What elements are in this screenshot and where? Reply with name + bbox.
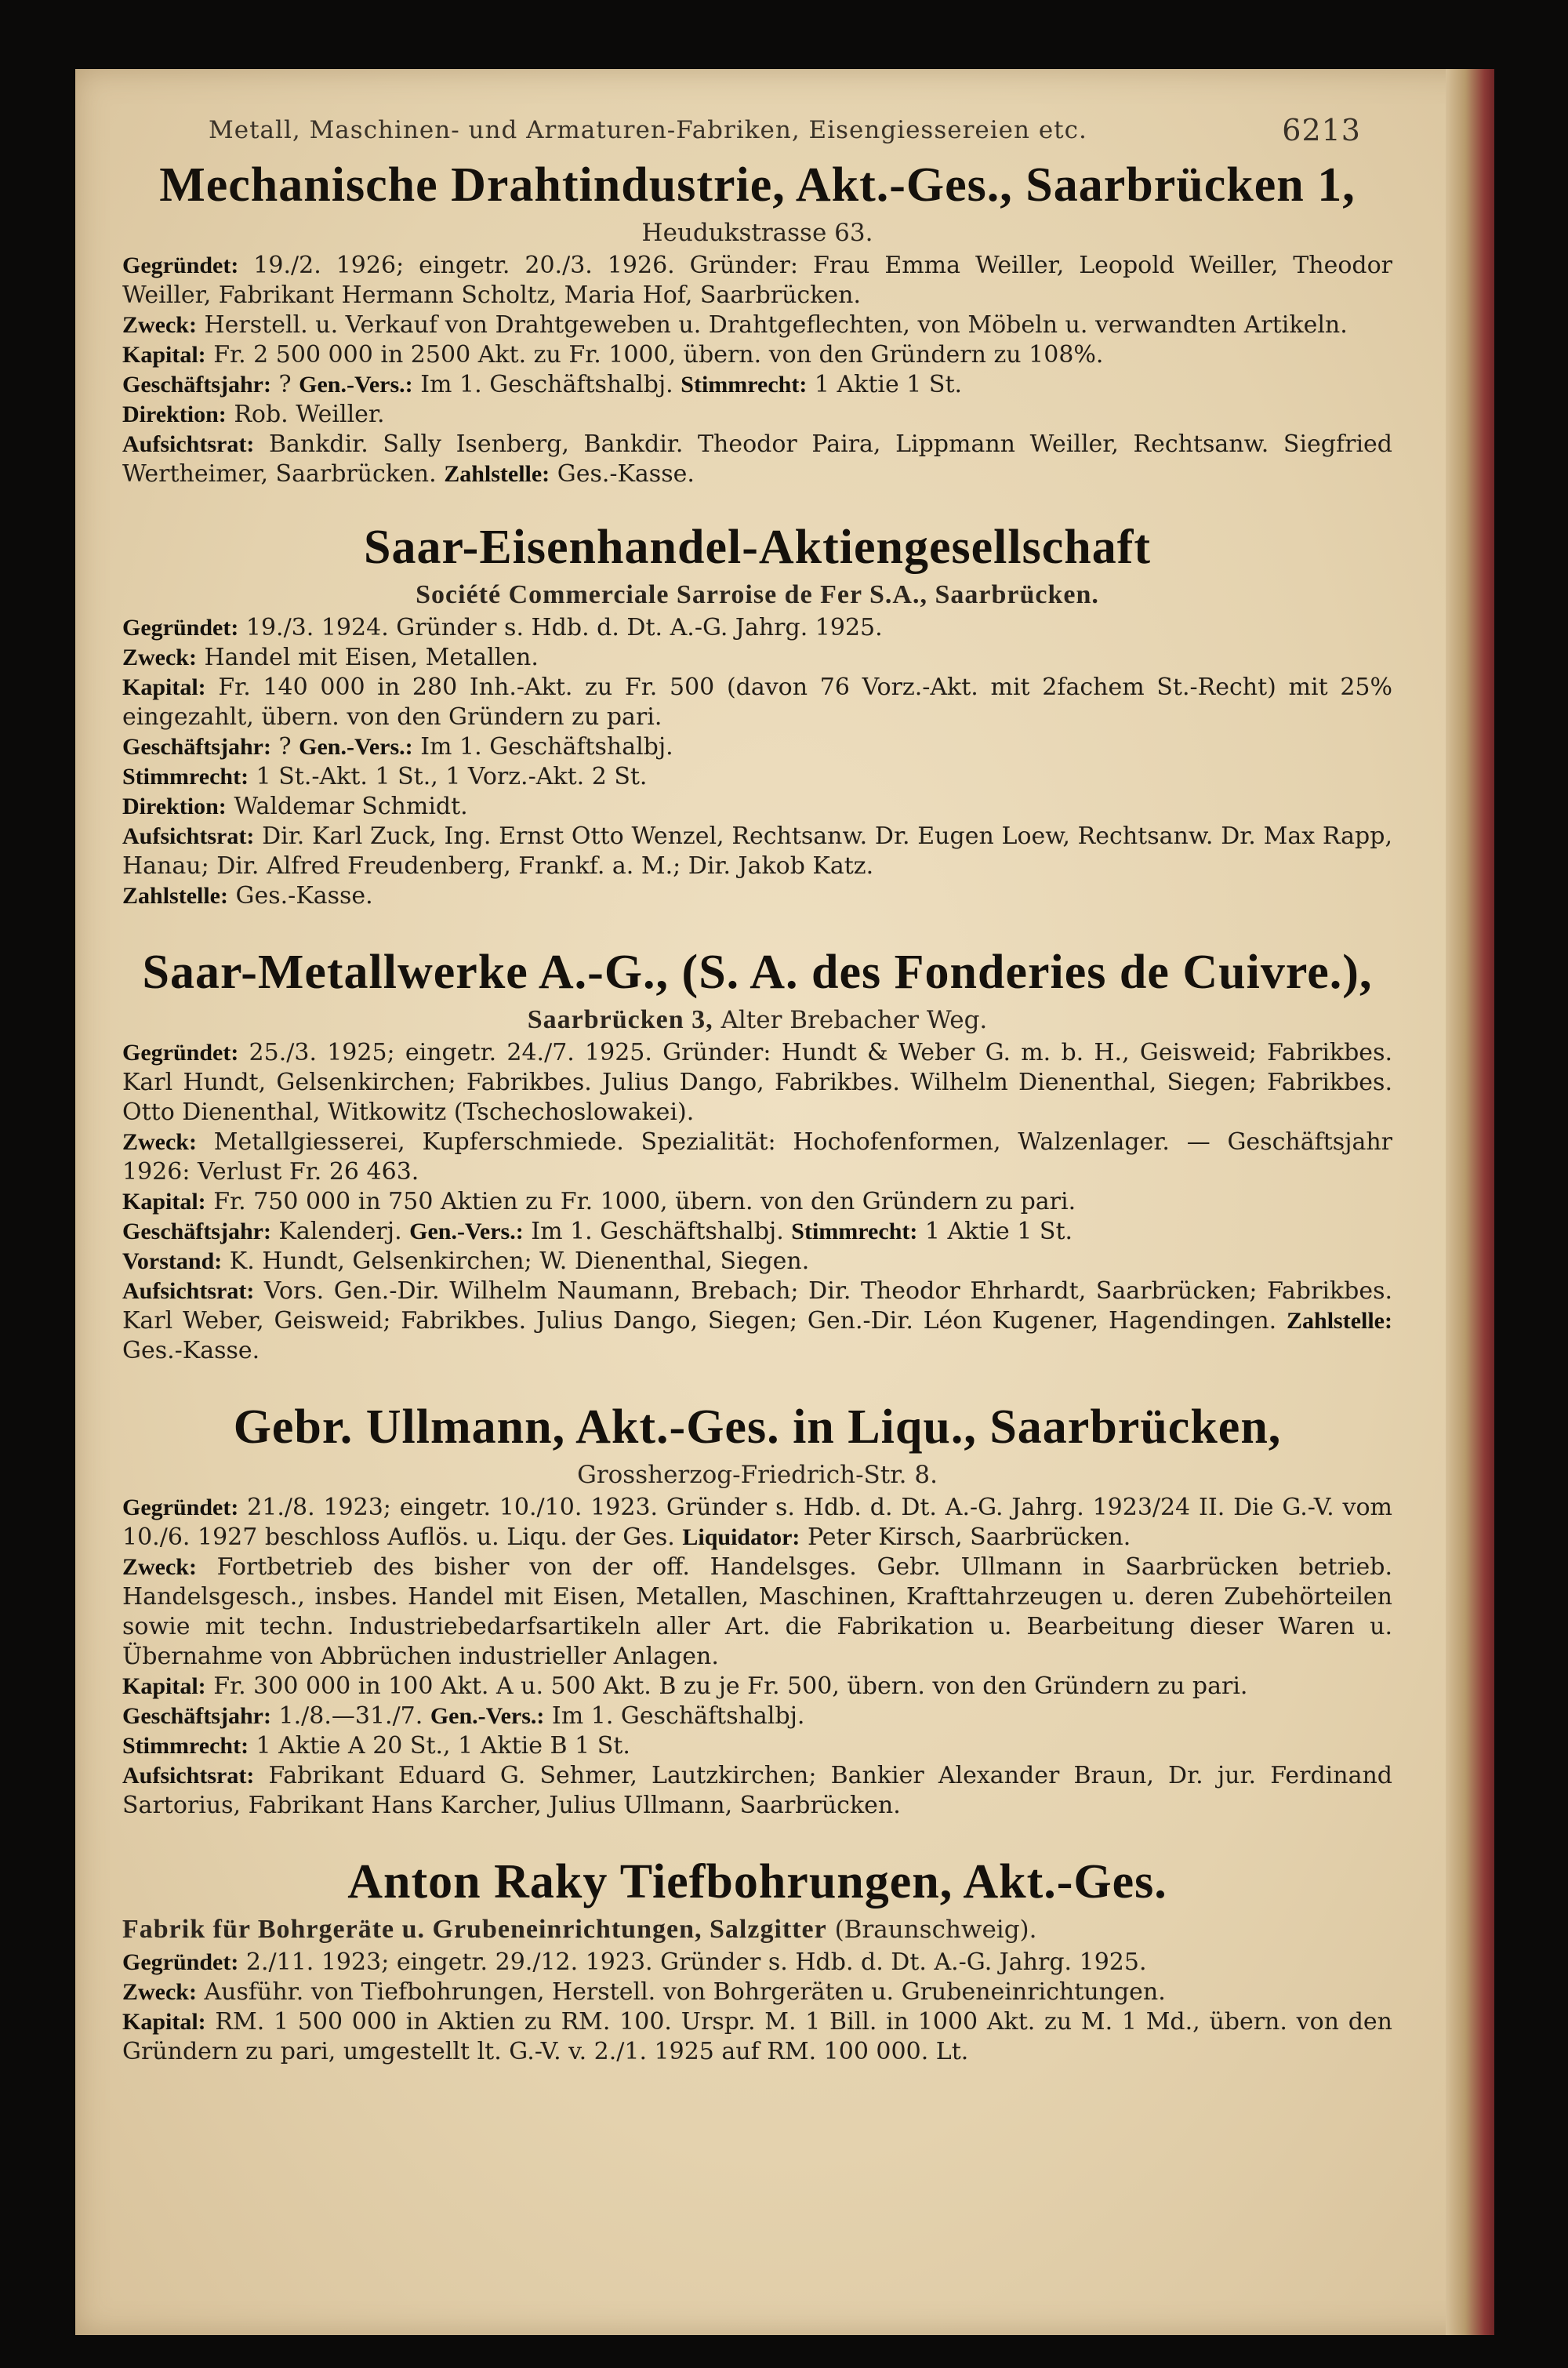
entry-paragraph — [122, 1128, 1392, 1187]
field-text: Fr. 300 000 in 100 Akt. A u. 500 Akt. B zu je Fr. 500, übern. von den Gründern zu pari. — [205, 1672, 1248, 1700]
page-content — [122, 108, 1392, 2067]
field-label: Direktion: — [122, 401, 227, 427]
entry-paragraph — [122, 251, 1392, 311]
entry-paragraph — [122, 762, 1392, 792]
field-label: Gegründet: — [122, 252, 239, 278]
entry-paragraph — [122, 1672, 1392, 1702]
entry-paragraph — [122, 1038, 1392, 1128]
company-subtitle — [122, 577, 1392, 613]
book-spine-edge — [1446, 69, 1494, 2335]
company-title: Saar-Metallwerke A.-G., (S. A. des Fonderies de Cuivre.), — [142, 946, 1373, 999]
field-text: Handel mit Eisen, Metallen. — [196, 644, 539, 671]
company-address: Grossherzog-Friedrich-Str. 8. — [577, 1461, 938, 1489]
entry-paragraph — [122, 822, 1392, 881]
field-text: 1 Aktie 1 St. — [917, 1218, 1073, 1245]
running-header — [122, 108, 1392, 155]
company-entry — [122, 1852, 1392, 2067]
entry-paragraph — [122, 2007, 1392, 2067]
field-text: Vors. Gen.-Dir. Wilhelm Naumann, Brebach; Dir. Theodor Ehrhardt, Saarbrücken; Fabrikbes. Karl Weber, Geisweid; Fabrikbes. Julius Dango, Siegen; Gen.-Dir. Léon Kugener, Hagendingen. — [122, 1277, 1392, 1335]
entry-paragraph — [122, 1277, 1392, 1366]
company-address — [122, 1002, 1392, 1038]
running-header-title: Metall, Maschinen- und Armaturen-Fabriken, Eisengiessereien etc. — [209, 116, 1087, 144]
company-title: Saar-Eisenhandel-Aktiengesellschaft — [363, 521, 1152, 574]
field-label: Zweck: — [122, 1979, 197, 2005]
entry-paragraph — [122, 673, 1392, 732]
entry-paragraph — [122, 1187, 1392, 1217]
field-text: Kalenderj. — [270, 1218, 410, 1245]
company-title: Gebr. Ullmann, Akt.-Ges. in Liqu., Saarbrücken, — [233, 1400, 1282, 1454]
field-label: Geschäftsjahr: — [122, 372, 271, 398]
entry-paragraph — [122, 1217, 1392, 1247]
field-label: Gegründet: — [122, 1040, 239, 1066]
field-text: Fr. 2 500 000 in 2500 Akt. zu Fr. 1000, übern. von den Gründern zu 108%. — [205, 341, 1104, 369]
entry-paragraph — [122, 881, 1392, 911]
field-label: Zweck: — [122, 645, 197, 670]
field-label: Zahlstelle: — [1287, 1308, 1392, 1334]
entry-paragraph — [122, 1493, 1392, 1553]
company-title: Anton Raky Tiefbohrungen, Akt.-Ges. — [347, 1855, 1167, 1909]
field-label: Stimmrecht: — [122, 764, 249, 790]
field-text: 2./11. 1923; eingetr. 29./12. 1923. Gründer s. Hdb. d. Dt. A.-G. Jahrg. 1925. — [238, 1949, 1147, 1976]
field-text: Rob. Weiller. — [226, 401, 385, 428]
field-label: Geschäftsjahr: — [122, 1703, 271, 1729]
field-label: Gen.-Vers.: — [299, 372, 413, 398]
field-label: Kapital: — [122, 2009, 206, 2035]
entry-paragraph — [122, 1553, 1392, 1672]
field-text: 1 Aktie 1 St. — [807, 371, 963, 398]
company-description: Fabrik für Bohrgeräte u. Grubeneinrichtungen, Salzgitter — [122, 1915, 827, 1944]
company-city: Saarbrücken 3, — [527, 1005, 713, 1034]
field-text: Fabrikant Eduard G. Sehmer, Lautzkirchen; Bankier Alexander Braun, Dr. jur. Ferdinand Sartorius, Fabrikant Hans Karcher, Julius Ullmann, Saarbrücken. — [122, 1762, 1392, 1819]
company-region: (Braunschweig). — [826, 1916, 1037, 1944]
field-label: Liquidator: — [682, 1524, 800, 1550]
field-label: Direktion: — [122, 794, 227, 819]
field-text: Waldemar Schmidt. — [226, 793, 468, 820]
field-text: Ges.-Kasse. — [122, 1337, 260, 1364]
entry-paragraph — [122, 1731, 1392, 1761]
field-text: 1 Aktie A 20 St., 1 Aktie B 1 St. — [249, 1732, 630, 1760]
field-label: Stimmrecht: — [122, 1733, 249, 1759]
company-address: Heudukstrasse 63. — [641, 219, 873, 247]
field-text: Peter Kirsch, Saarbrücken. — [800, 1524, 1131, 1551]
field-label: Zahlstelle: — [444, 461, 550, 487]
company-entry — [122, 942, 1392, 1366]
company-entry — [122, 155, 1392, 489]
field-label: Aufsichtsrat: — [122, 1278, 255, 1304]
field-label: Zahlstelle: — [122, 883, 228, 909]
field-text: Ges.-Kasse. — [228, 882, 373, 910]
field-text: Bankdir. Sally Isenberg, Bankdir. Theodor Paira, Lippmann Weiller, Rechtsanw. Siegfried Wertheimer, Saarbrücken. — [122, 430, 1392, 488]
field-label: Gegründet: — [122, 1949, 239, 1975]
field-text: 19./2. 1926; eingetr. 20./3. 1926. Gründer: Frau Emma Weiller, Leopold Weiller, Theodor Weiller, Fabrikant Hermann Scholtz, Maria Hof, Saarbrücken. — [122, 252, 1392, 309]
field-label: Kapital: — [122, 342, 206, 368]
field-label: Aufsichtsrat: — [122, 431, 255, 457]
company-title: Mechanische Drahtindustrie, Akt.-Ges., Saarbrücken 1, — [159, 158, 1356, 212]
company-entry — [122, 518, 1392, 911]
field-text: ? — [270, 371, 299, 398]
field-text: RM. 1 500 000 in Aktien zu RM. 100. Urspr. M. 1 Bill. in 1000 Akt. zu M. 1 Md., übern. von den Gründern zu pari, umgestellt lt. G.-V. v. 2./1. 1925 auf RM. 100 000. Lt. — [122, 2008, 1392, 2065]
company-subtitle — [122, 1912, 1392, 1948]
field-label: Kapital: — [122, 1189, 206, 1215]
field-label: Stimmrecht: — [791, 1219, 918, 1244]
entry-paragraph — [122, 792, 1392, 822]
entry-paragraph — [122, 613, 1392, 643]
field-text: Ges.-Kasse. — [550, 460, 695, 488]
entry-paragraph — [122, 1948, 1392, 1978]
company-french-name: Société Commerciale Sarroise de Fer S.A., Saarbrücken. — [416, 580, 1099, 609]
document-page — [75, 69, 1494, 2335]
field-label: Kapital: — [122, 674, 206, 700]
field-label: Gen.-Vers.: — [430, 1703, 545, 1729]
field-label: Zweck: — [122, 1129, 197, 1155]
field-text: Fr. 140 000 in 280 Inh.-Akt. zu Fr. 500 (davon 76 Vorz.-Akt. mit 2fachem St.-Recht) mit 25% eingezahlt, übern. von den Gründern zu pari. — [122, 674, 1392, 731]
field-label: Kapital: — [122, 1673, 206, 1699]
entry-paragraph — [122, 1761, 1392, 1821]
field-label: Gen.-Vers.: — [299, 734, 413, 760]
field-label: Zweck: — [122, 1554, 197, 1580]
field-text: Herstell. u. Verkauf von Drahtgeweben u. Drahtgeflechten, von Möbeln u. verwandten Artikeln. — [196, 311, 1348, 339]
field-text: Dir. Karl Zuck, Ing. Ernst Otto Wenzel, Rechtsanw. Dr. Eugen Loew, Rechtsanw. Dr. Max Rapp, Hanau; Dir. Alfred Freudenberg, Frankf. a. M.; Dir. Jakob Katz. — [122, 823, 1392, 880]
field-text: Im 1. Geschäftshalbj. — [412, 733, 673, 761]
field-text: 21./8. 1923; eingetr. 10./10. 1923. Gründer s. Hdb. d. Dt. A.-G. Jahrg. 1923/24 II. Die G.-V. vom 10./6. 1927 beschloss Auflös. u. Liqu. der Ges. — [122, 1494, 1392, 1551]
field-label: Aufsichtsrat: — [122, 1763, 255, 1789]
field-text: Im 1. Geschäftshalbj. — [523, 1218, 792, 1245]
entry-paragraph — [122, 430, 1392, 489]
entry-paragraph — [122, 311, 1392, 340]
field-text: 1./8.—31./7. — [270, 1702, 430, 1730]
field-label: Gegründet: — [122, 1495, 239, 1520]
entry-paragraph — [122, 340, 1392, 370]
field-label: Geschäftsjahr: — [122, 734, 271, 760]
entry-paragraph — [122, 1247, 1392, 1277]
entry-paragraph — [122, 370, 1392, 400]
entry-paragraph — [122, 1978, 1392, 2007]
field-label: Vorstand: — [122, 1248, 223, 1274]
field-label: Gegründet: — [122, 615, 239, 641]
entry-paragraph — [122, 1702, 1392, 1731]
field-text: Metallgiesserei, Kupferschmiede. Spezialität: Hochofenformen, Walzenlager. — Geschäftsjahr 1926: Verlust Fr. 26 463. — [122, 1128, 1392, 1186]
field-text: K. Hundt, Gelsenkirchen; W. Dienenthal, Siegen. — [222, 1248, 810, 1275]
page-number: 6213 — [1282, 113, 1361, 147]
field-text: 1 St.-Akt. 1 St., 1 Vorz.-Akt. 2 St. — [249, 763, 648, 790]
field-text: ? — [270, 733, 299, 761]
field-text: 25./3. 1925; eingetr. 24./7. 1925. Gründer: Hundt & Weber G. m. b. H., Geisweid; Fabrikbes. Karl Hundt, Gelsenkirchen; Fabrikbes. Julius Dango, Fabrikbes. Wilhelm Dienenthal, Siegen; Fabrikbes. Otto Dienenthal, Witkowitz (Tschechoslowakei). — [122, 1039, 1392, 1126]
entry-paragraph — [122, 643, 1392, 673]
entry-paragraph — [122, 400, 1392, 430]
field-text: Im 1. Geschäftshalbj. — [544, 1702, 805, 1730]
field-label: Gen.-Vers.: — [409, 1219, 524, 1244]
company-street: Alter Brebacher Weg. — [713, 1006, 988, 1034]
field-label: Geschäftsjahr: — [122, 1219, 271, 1244]
field-text: 19./3. 1924. Gründer s. Hdb. d. Dt. A.-G. Jahrg. 1925. — [238, 614, 883, 641]
company-entry — [122, 1397, 1392, 1821]
field-label: Aufsichtsrat: — [122, 823, 255, 849]
field-text: Im 1. Geschäftshalbj. — [412, 371, 681, 398]
field-text: Fr. 750 000 in 750 Aktien zu Fr. 1000, übern. von den Gründern zu pari. — [205, 1188, 1076, 1215]
field-label: Stimmrecht: — [681, 372, 808, 398]
field-text: Fortbetrieb des bisher von der off. Handelsges. Gebr. Ullmann in Saarbrücken betrieb. Handelsgesch., insbes. Handel mit Eisen, Metallen, Maschinen, Krafttahrzeugen u. deren Zubehörteilen sowie mit techn. Industriebedarfsartikeln aller Art. die Fabrikation u. Bearbeitung dieser Waren u. Übernahme von Abbrüchen industrieller Anlagen. — [122, 1553, 1392, 1670]
field-text: Ausführ. von Tiefbohrungen, Herstell. von Bohrgeräten u. Grubeneinrichtungen. — [196, 1978, 1166, 2006]
entry-paragraph — [122, 732, 1392, 762]
field-label: Zweck: — [122, 312, 197, 338]
